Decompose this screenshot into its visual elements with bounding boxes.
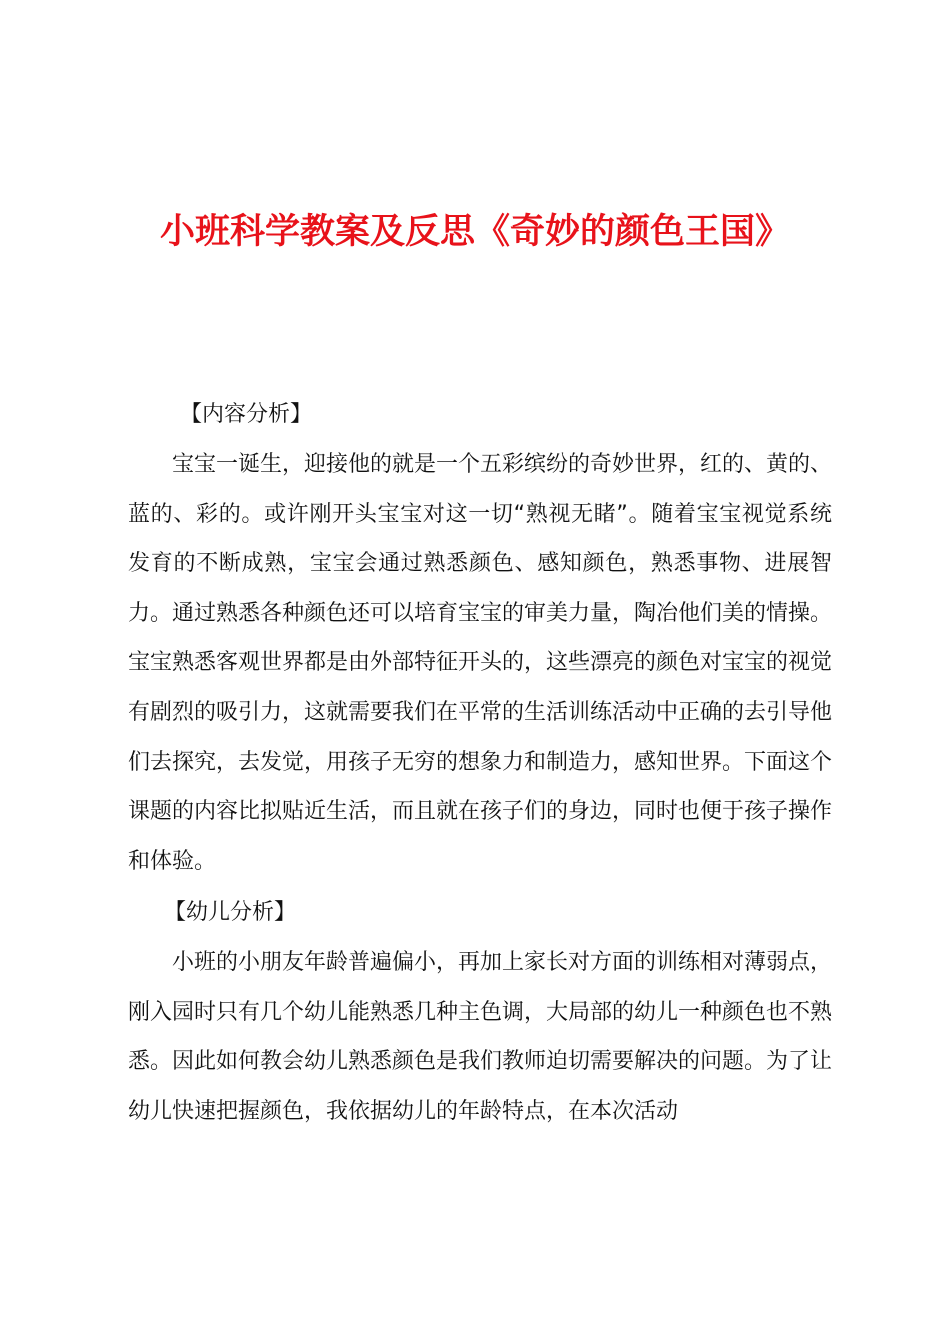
paragraph-content-analysis: 宝宝一诞生，迎接他的就是一个五彩缤纷的奇妙世界，红的、黄的、蓝的、彩的。或许刚开头宝宝对这一切“熟视无睹”。随着宝宝视觉系统发育的不断成熟，宝宝会通过熟悉颜色、感知颜色，熟悉事物、进展智力。通过熟悉各种颜色还可以培育宝宝的审美力量，陶冶他们美的情操。宝宝熟悉客观世界都是由外部特征开头的，这些漂亮的颜色对宝宝的视觉有剧烈的吸引力，这就需要我们在平常的生活训练活动中正确的去引导他们去探究，去发觉，用孩子无穷的想象力和制造力，感知世界。下面这个课题的内容比拟贴近生活，而且就在孩子们的身边，同时也便于孩子操作和体验。 bbox=[128, 452, 833, 874]
document-title: 小班科学教案及反思《奇妙的颜色王国》 bbox=[159, 211, 790, 252]
section-heading-content-analysis: 【内容分析】 bbox=[180, 402, 313, 427]
section-heading-child-analysis: 【幼儿分析】 bbox=[164, 900, 297, 925]
paragraph-child-analysis: 小班的小朋友年龄普遍偏小，再加上家长对方面的训练相对薄弱点，刚入园时只有几个幼儿能熟悉几种主色调，大局部的幼儿一种颜色也不熟悉。因此如何教会幼儿熟悉颜色是我们教师迫切需要解决的问题。为了让幼儿快速把握颜色，我依据幼儿的年龄特点，在本次活动 bbox=[128, 950, 833, 1124]
